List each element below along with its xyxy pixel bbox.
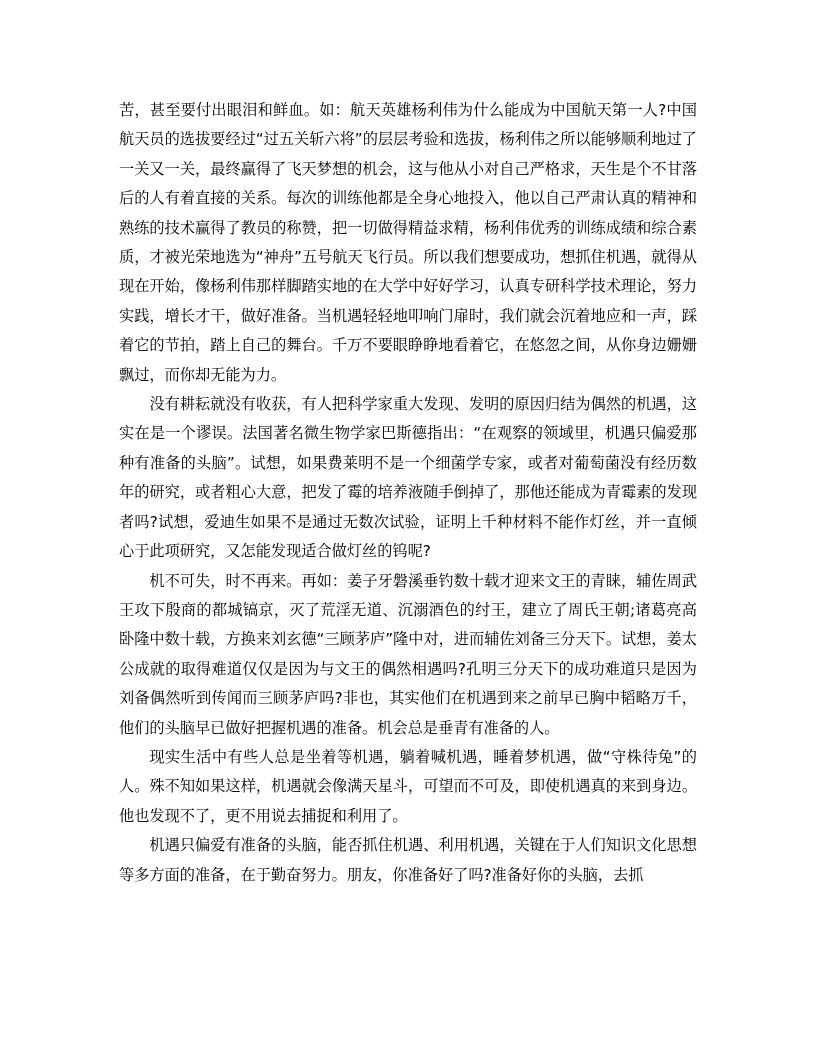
paragraph-5: 机遇只偏爱有准备的头脑，能否抓住机遇、利用机遇，关键在于人们知识文化思想等多方面的准备，在于勤奋努力。朋友，你准备好了吗?准备好你的头脑，去抓	[119, 836, 697, 884]
paragraph-1: 苦，甚至要付出眼泪和鲜血。如：航天英雄杨利伟为什么能成为中国航天第一人?中国航天员的选拔要经过“过五关斩六将”的层层考验和选拔，杨利伟之所以能够顺利地过了一关又一关，最终赢得了飞天梦想的机会，这与他从小对自己严格求，天生是个不甘落后的人有着直接的关系。每次的训练他都是全身心地投入，他以自己严肃认真的精神和熟练的技术赢得了教员的称赞，把一切做得精益求精，杨利伟优秀的训练成绩和综合素质，才被光荣地选为“神舟”五号航天飞行员。所以我们想要成功，想抓住机遇，就得从现在开始，像杨利伟那样脚踏实地的在大学中好好学习，认真专研科学技术理论，努力实践，增长才干，做好准备。当机遇轻轻地叩响门扉时，我们就会沉着地应和一声，踩着它的节拍，踏上自己的舞台。千万不要眼睁睁地看着它，在悠忽之间，从你身边姗姗飘过，而你却无能为力。	[119, 101, 697, 384]
paragraph-4: 现实生活中有些人总是坐着等机遇，躺着喊机遇，睡着梦机遇，做“守株待兔”的人。殊不知如果这样，机遇就会像满天星斗，可望而不可及，即使机遇真的来到身边。他也发现不了，更不用说去捕捉和利用了。	[119, 747, 697, 825]
document-body	[119, 96, 697, 890]
paragraph-2: 没有耕耘就没有收获，有人把科学家重大发现、发明的原因归结为偶然的机遇，这实在是一个谬误。法国著名微生物学家巴斯德指出：“在观察的领域里，机遇只偏爱那种有准备的头脑”。试想，如果费莱明不是一个细菌学专家，或者对葡萄菌没有经历数年的研究，或者粗心大意，把发了霉的培养液随手倒掉了，那他还能成为青霉素的发现者吗?试想，爱迪生如果不是通过无数次试验，证明上千种材料不能作灯丝，并一直倾心于此项研究，又怎能发现适合做灯丝的钨呢?	[119, 395, 697, 561]
paragraph-3: 机不可失，时不再来。再如：姜子牙磐溪垂钓数十载才迎来文王的青睐，辅佐周武王攻下殷商的都城镐京，灭了荒淫无道、沉溺酒色的纣王，建立了周氏王朝;诸葛亮高卧隆中数十载，方换来刘玄德“三顾茅庐”隆中对，进而辅佐刘备三分天下。试想，姜太公成就的取得难道仅仅是因为与文王的偶然相遇吗?孔明三分天下的成功难道只是因为刘备偶然听到传闻而三顾茅庐吗?非也，其实他们在机遇到来之前早已胸中韬略万千，他们的头脑早已做好把握机遇的准备。机会总是垂青有准备的人。	[119, 571, 697, 737]
